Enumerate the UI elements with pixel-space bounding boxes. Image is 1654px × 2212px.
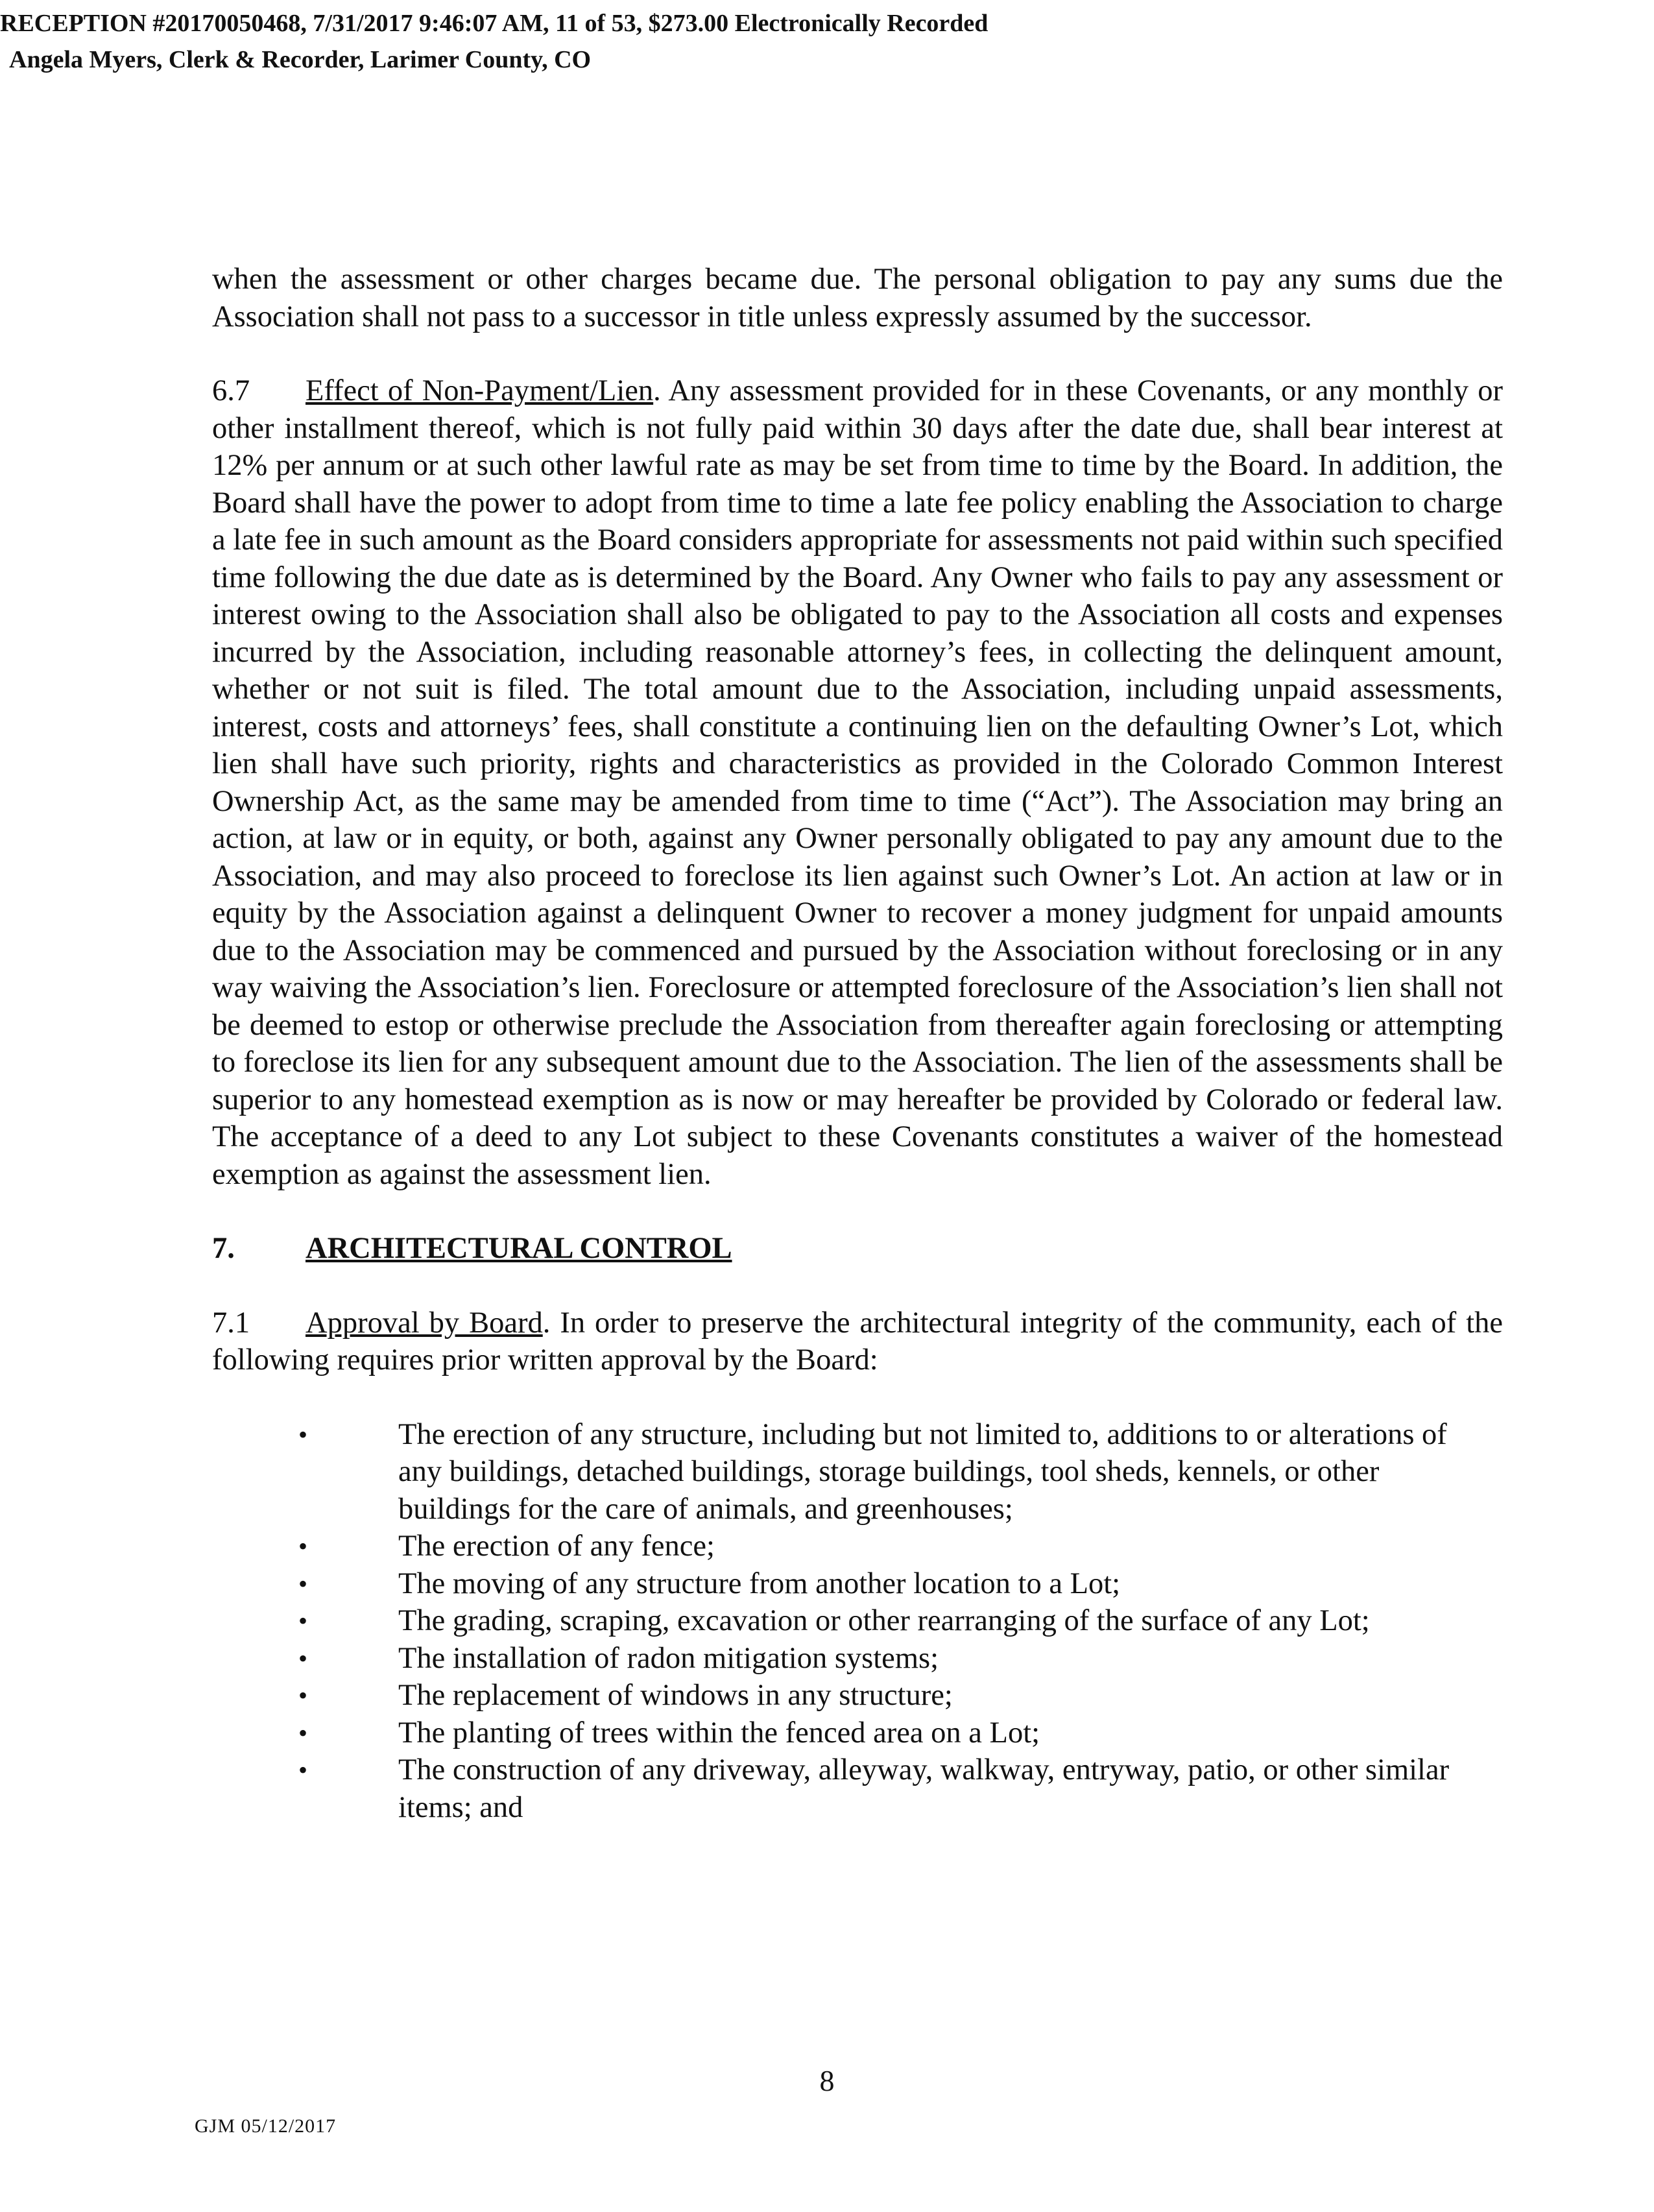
bullet-icon: •	[298, 1681, 308, 1710]
bullet-icon: •	[298, 1643, 308, 1673]
section-7-title: ARCHITECTURAL CONTROL	[306, 1232, 732, 1265]
footer-document-code: GJM 05/12/2017	[195, 2115, 337, 2137]
list-item: • The erection of any structure, including but not limited to, additions to or alterations of any buildings, detached buildings, storage buildings, tool sheds, kennels, or other buildings for the care of animals, and greenhouses;	[212, 1416, 1503, 1528]
section-7-number: 7.	[212, 1232, 235, 1265]
bullet-icon: •	[298, 1718, 308, 1748]
continuation-paragraph: when the assessment or other charges became due. The personal obligation to pay any sums due the Association shall not pass to a successor in title unless expressly assumed by the successor.	[212, 263, 1503, 333]
list-item: • The grading, scraping, excavation or other rearranging of the surface of any Lot;	[212, 1602, 1503, 1640]
approval-requirements-list	[212, 1416, 1503, 1827]
recording-stamp-line-1: RECEPTION #20170050468, 7/31/2017 9:46:07 AM, 11 of 53, $273.00 Electronically Recorded	[0, 10, 989, 37]
section-6-7-number: 6.7	[212, 374, 250, 407]
section-6-7-title: Effect of Non-Payment/Lien	[306, 374, 654, 407]
bullet-icon: •	[298, 1419, 308, 1449]
section-7-heading	[212, 1230, 1503, 1268]
bullet-icon: •	[298, 1532, 308, 1561]
section-6-7-body: Any assessment provided for in these Covenants, or any monthly or other installment thereof, which is not fully paid within 30 days after the date due, shall bear interest at 12% per annum or at such other lawful rate as may be set from time to time by the Board. In addition, the Board shall have the power to adopt from time to time a late fee policy enabling the Association to charge a late fee in such amount as the Board considers appropriate for assessments not paid within such specified time following the due date as is determined by the Board. Any Owner who fails to pay any assessment or interest owing to the Association shall also be obligated to pay to the Association all costs and expenses incurred by the Association, including reasonable attorney’s fees, in collecting the delinquent amount, whether or not suit is filed. The total amount due to the Association, including unpaid assessments, interest, costs and attorneys’ fees, shall constitute a continuing lien on the defaulting Owner’s Lot, which lien shall have such priority, rights and characteristics as provided in the Colorado Common Interest Ownership Act, as the same may be amended from time to time (“Act”). The Association may bring an action, at law or in equity, or both, against any Owner personally obligated to pay any amount due to the Association, and may also proceed to foreclose its lien against such Owner’s Lot. An action at law or in equity by the Association against a delinquent Owner to recover a money judgment for unpaid amounts due to the Association may be commenced and pursued by the Association without foreclosing or in any way waiving the Association’s lien. Foreclosure or attempted foreclosure of the Association’s lien shall not be deemed to estop or otherwise preclude the Association from thereafter again foreclosing or attempting to foreclose its lien for any subsequent amount due to the Association. The lien of the assessments shall be superior to any homestead exemption as is now or may hereafter be provided by Colorado or federal law. The acceptance of a deed to any Lot subject to these Covenants constitutes a waiver of the homestead exemption as against the assessment lien.	[212, 374, 1504, 1191]
list-item: • The erection of any fence;	[212, 1528, 1503, 1565]
bullet-icon: •	[298, 1755, 308, 1785]
section-7-1-number: 7.1	[212, 1306, 250, 1340]
recording-stamp-line-2: Angela Myers, Clerk & Recorder, Larimer County, CO	[9, 46, 592, 73]
list-item: • The moving of any structure from another location to a Lot;	[212, 1565, 1503, 1603]
bullet-icon: •	[298, 1569, 308, 1598]
page-number: 8	[819, 2064, 835, 2097]
bullet-icon: •	[298, 1606, 308, 1635]
document-body	[212, 261, 1503, 1826]
section-6-7: 6.7 Effect of Non-Payment/Lien. Any assessment provided for in these Covenants, or any monthly or other installment thereof, which is not fully paid within 30 days after the date due, shall bear interest at 12% per annum or at such other lawful rate as may be set from time to time by the Board. In addition, the Board shall have the power to adopt from time to time a late fee policy enabling the Association to charge a late fee in such amount as the Board considers appropriate for assessments not paid within such specified time following the due date as is determined by the Board. Any Owner who fails to pay any assessment or interest owing to the Association shall also be obligated to pay to the Association all costs and expenses incurred by the Association, including reasonable attorney’s fees, in collecting the delinquent amount, whether or not suit is filed. The total amount due to the Association, including unpaid assessments, interest, costs and attorneys’ fees, shall constitute a continuing lien on the defaulting Owner’s Lot, which lien shall have such priority, rights and characteristics as provided in the Colorado Common Interest Ownership Act, as the same may be amended from time to time (“Act”). The Association may bring an action, at law or in equity, or both, against any Owner personally obligated to pay any amount due to the Association, and may also proceed to foreclose its lien against such Owner’s Lot. An action at law or in equity by the Association against a delinquent Owner to recover a money judgment for unpaid amounts due to the Association may be commenced and pursued by the Association without foreclosing or in any way waiving the Association’s lien. Foreclosure or attempted foreclosure of the Association’s lien shall not be deemed to estop or otherwise preclude the Association from thereafter again foreclosing or attempting to foreclose its lien for any subsequent amount due to the Association. The lien of the assessments shall be superior to any homestead exemption as is now or may hereafter be provided by Colorado or federal law. The acceptance of a deed to any Lot subject to these Covenants constitutes a waiver of the homestead exemption as against the assessment lien.	[212, 372, 1503, 1193]
list-item: • The replacement of windows in any structure;	[212, 1677, 1503, 1714]
section-7-1-title: Approval by Board	[306, 1306, 543, 1340]
recording-stamp	[0, 5, 1654, 78]
list-item: • The planting of trees within the fenced area on a Lot;	[212, 1714, 1503, 1752]
section-7-1: 7.1 Approval by Board. In order to preserve the architectural integrity of the community, each of the following requires prior written approval by the Board:	[212, 1304, 1503, 1379]
list-item: • The construction of any driveway, alleyway, walkway, entryway, patio, or other similar items; and	[212, 1751, 1503, 1826]
list-item: • The installation of radon mitigation systems;	[212, 1640, 1503, 1677]
section-7-1-body: In order to preserve the architectural integrity of the community, each of the following requires prior written approval by the Board:	[212, 1306, 1503, 1376]
